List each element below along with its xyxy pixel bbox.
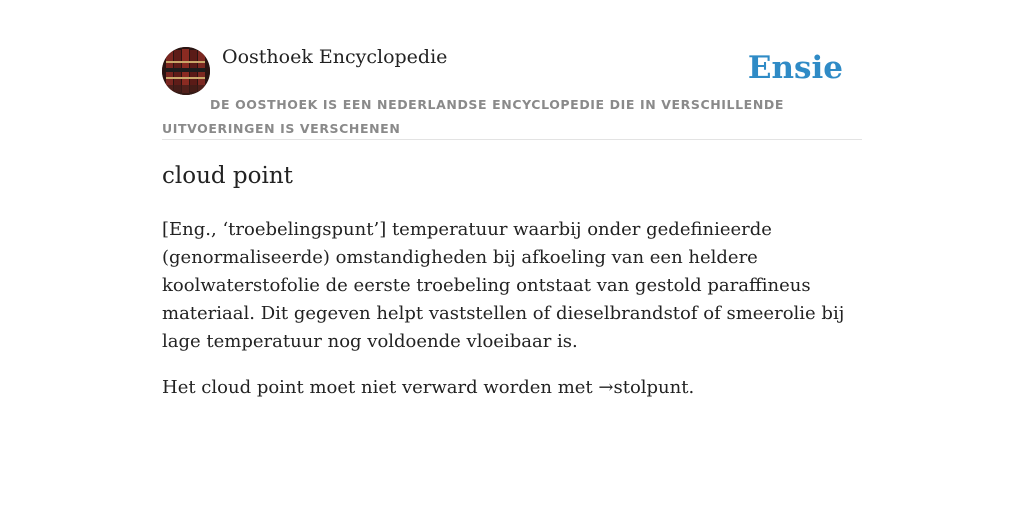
page-container <box>162 0 862 398</box>
entry-note <box>162 374 862 402</box>
entry-definition: [Eng., ‘troebelingspunt’] temperatuur waarbij onder gedefinieerde (genormaliseerde) omstandigheden bij afkoeling van een heldere koolwaterstofolie de eerste troebeling ontstaat van gestold paraffineus materiaal. Dit gegeven helpt vaststellen of dieselbrandstof of smeerolie bij lage temperatuur nog voldoende vloeibaar is. <box>162 219 845 352</box>
site-header <box>162 0 862 140</box>
note-end: . <box>688 377 695 398</box>
encyclopedia-books-avatar[interactable] <box>162 47 210 95</box>
site-tagline: DE OOSTHOEK IS EEN NEDERLANDSE ENCYCLOPEDIE DIE IN VERSCHILLENDE UITVOERINGEN IS VERSCHENEN <box>162 97 784 136</box>
site-title[interactable]: Oosthoek Encyclopedie <box>222 46 448 68</box>
ensie-logo-link[interactable]: Ensie <box>747 50 843 86</box>
entry-body <box>162 216 862 420</box>
stolpunt-link[interactable]: →stolpunt <box>598 377 689 398</box>
books-image <box>162 47 210 95</box>
entry-title: cloud point <box>162 163 293 189</box>
note-text: Het cloud point moet niet verward worden met <box>162 377 599 398</box>
